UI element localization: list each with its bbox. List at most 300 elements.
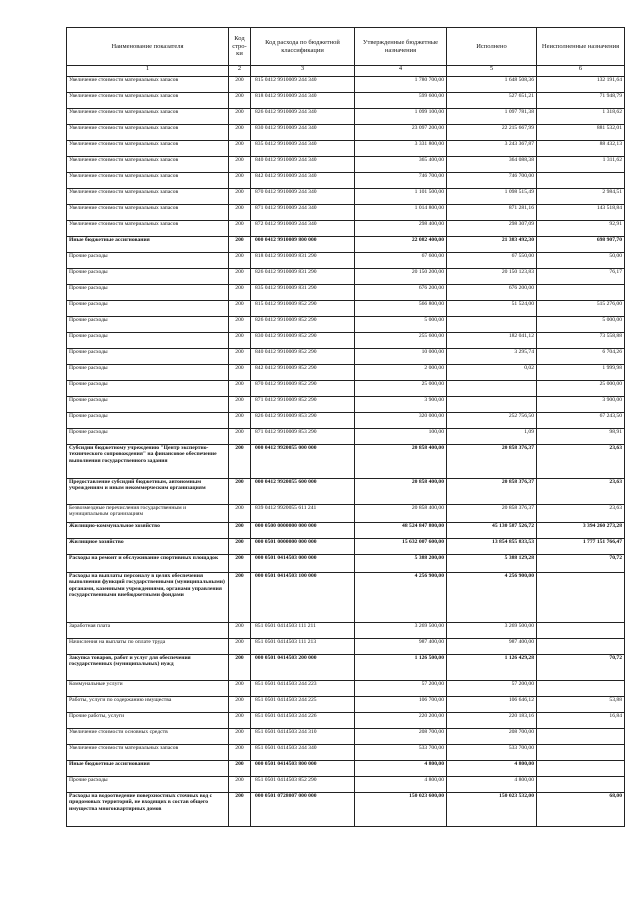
- line-code: 200: [229, 555, 251, 573]
- table-row: [67, 365, 625, 381]
- table-row: [67, 445, 625, 479]
- budget-code: 000 0412 9910009 800 000: [251, 237, 355, 253]
- col-number: 4: [355, 66, 447, 77]
- unexecuted-amount: [537, 623, 625, 639]
- budget-code: 839 0412 9920055 611 241: [251, 505, 355, 523]
- executed-amount: [447, 317, 537, 333]
- indicator-name: Увеличение стоимости основных средств: [67, 729, 229, 745]
- unexecuted-amount: 881 532,01: [537, 125, 625, 141]
- budget-code: 840 0412 9910009 852 290: [251, 349, 355, 365]
- indicator-name: Увеличение стоимости материальных запасов: [67, 221, 229, 237]
- approved-amount: 15 632 007 600,00: [355, 539, 447, 555]
- executed-amount: 57 200,00: [447, 681, 537, 697]
- indicator-name: Прочие расходы: [67, 333, 229, 349]
- indicator-name: Увеличение стоимости материальных запасов: [67, 141, 229, 157]
- unexecuted-amount: 1 311,62: [537, 157, 625, 173]
- col-header-executed: Исполнено: [447, 28, 537, 66]
- unexecuted-amount: 98,91: [537, 429, 625, 445]
- approved-amount: 533 700,00: [355, 745, 447, 761]
- budget-code: 826 0412 9910009 831 290: [251, 269, 355, 285]
- executed-amount: 533 700,00: [447, 745, 537, 761]
- approved-amount: 1 780 700,00: [355, 77, 447, 93]
- indicator-name: Жилищно-коммунальное хозяйство: [67, 523, 229, 539]
- approved-amount: 150 023 600,00: [355, 793, 447, 827]
- approved-amount: 255 600,00: [355, 333, 447, 349]
- col-number: 3: [251, 66, 355, 77]
- approved-amount: 2 000,00: [355, 365, 447, 381]
- unexecuted-amount: [537, 729, 625, 745]
- unexecuted-amount: 16,84: [537, 713, 625, 729]
- budget-code: 815 0412 9910009 852 290: [251, 301, 355, 317]
- approved-amount: 5 000,00: [355, 317, 447, 333]
- executed-amount: 20 858 376,37: [447, 479, 537, 505]
- line-code: 200: [229, 237, 251, 253]
- indicator-name: Прочие расходы: [67, 381, 229, 397]
- budget-code: 000 0412 9920055 600 000: [251, 479, 355, 505]
- line-code: 200: [229, 713, 251, 729]
- col-number: 5: [447, 66, 537, 77]
- unexecuted-amount: [537, 639, 625, 655]
- unexecuted-amount: 68,00: [537, 793, 625, 827]
- unexecuted-amount: 1 777 151 766,47: [537, 539, 625, 555]
- unexecuted-amount: [537, 777, 625, 793]
- line-code: 200: [229, 77, 251, 93]
- budget-code: 000 0501 0728007 000 000: [251, 793, 355, 827]
- executed-amount: 21 383 492,30: [447, 237, 537, 253]
- unexecuted-amount: 92,91: [537, 221, 625, 237]
- line-code: 200: [229, 523, 251, 539]
- table-row: [67, 745, 625, 761]
- budget-code: 000 0412 9920055 000 000: [251, 445, 355, 479]
- table-body: [67, 77, 625, 827]
- budget-execution-sheet: [66, 27, 624, 827]
- approved-amount: 20 858 400,00: [355, 445, 447, 479]
- line-code: 200: [229, 639, 251, 655]
- budget-code: 851 0501 0414503 244 310: [251, 729, 355, 745]
- unexecuted-amount: 1 318,62: [537, 109, 625, 125]
- approved-amount: 320 000,00: [355, 413, 447, 429]
- approved-amount: 746 700,00: [355, 173, 447, 189]
- executed-amount: 1 648 508,36: [447, 77, 537, 93]
- indicator-name: Прочие расходы: [67, 365, 229, 381]
- table-row: [67, 479, 625, 505]
- line-code: 200: [229, 539, 251, 555]
- indicator-name: Увеличение стоимости материальных запасов: [67, 125, 229, 141]
- executed-amount: 4 256 900,00: [447, 573, 537, 623]
- table-row: [67, 141, 625, 157]
- budget-code: 851 0501 0414503 244 225: [251, 697, 355, 713]
- executed-amount: 871 281,16: [447, 205, 537, 221]
- unexecuted-amount: 6 704,26: [537, 349, 625, 365]
- header-row: [67, 28, 625, 66]
- line-code: 200: [229, 729, 251, 745]
- budget-code: 871 0412 9910009 852 290: [251, 397, 355, 413]
- table-row: [67, 655, 625, 681]
- budget-code: 815 0412 9910009 244 340: [251, 77, 355, 93]
- line-code: 200: [229, 697, 251, 713]
- indicator-name: Расходы на выплаты персоналу в целях обеспечения выполнения функций государственными (муниципальными) органами, казенными учреждениями, органами управления государственными внебюджетными фондами: [67, 573, 229, 623]
- unexecuted-amount: [537, 761, 625, 777]
- table-row: [67, 221, 625, 237]
- indicator-name: Расходы на ремонт и обслуживание спортивных площадок: [67, 555, 229, 573]
- approved-amount: 20 858 400,00: [355, 479, 447, 505]
- budget-code: 851 0501 0414503 852 290: [251, 777, 355, 793]
- col-header-line-code: Код стро-ки: [229, 28, 251, 66]
- executed-amount: 3 295,74: [447, 349, 537, 365]
- line-code: 200: [229, 157, 251, 173]
- unexecuted-amount: 698 907,70: [537, 237, 625, 253]
- line-code: 200: [229, 381, 251, 397]
- executed-amount: 182 041,12: [447, 333, 537, 349]
- unexecuted-amount: [537, 573, 625, 623]
- executed-amount: 1,09: [447, 429, 537, 445]
- approved-amount: 23 097 200,00: [355, 125, 447, 141]
- table-row: [67, 189, 625, 205]
- table-row: [67, 639, 625, 655]
- approved-amount: 106 700,00: [355, 697, 447, 713]
- budget-code: 835 0412 9910009 831 290: [251, 285, 355, 301]
- table-row: [67, 109, 625, 125]
- budget-code: 000 0501 0000000 000 000: [251, 539, 355, 555]
- approved-amount: 1 101 500,00: [355, 189, 447, 205]
- executed-amount: 527 651,21: [447, 93, 537, 109]
- budget-code: 871 0412 9910009 853 290: [251, 429, 355, 445]
- unexecuted-amount: [537, 173, 625, 189]
- unexecuted-amount: 23,63: [537, 479, 625, 505]
- indicator-name: Иные бюджетные ассигнования: [67, 761, 229, 777]
- budget-code: 851 0501 0414503 111 213: [251, 639, 355, 655]
- unexecuted-amount: 70,72: [537, 655, 625, 681]
- executed-amount: 4 800,00: [447, 761, 537, 777]
- budget-code: 818 0412 9910009 831 290: [251, 253, 355, 269]
- table-row: [67, 539, 625, 555]
- indicator-name: Прочие расходы: [67, 285, 229, 301]
- table-row: [67, 253, 625, 269]
- table-row: [67, 697, 625, 713]
- table-row: [67, 413, 625, 429]
- expenditure-table: [66, 27, 625, 827]
- indicator-name: Увеличение стоимости материальных запасов: [67, 93, 229, 109]
- table-row: [67, 681, 625, 697]
- budget-code: 826 0412 9910009 853 290: [251, 413, 355, 429]
- table-row: [67, 285, 625, 301]
- line-code: 200: [229, 505, 251, 523]
- unexecuted-amount: [537, 745, 625, 761]
- approved-amount: 10 000,00: [355, 349, 447, 365]
- table-row: [67, 205, 625, 221]
- indicator-name: Закупка товаров, работ и услуг для обеспечения государственных (муниципальных) нужд: [67, 655, 229, 681]
- table-row: [67, 729, 625, 745]
- approved-amount: 1 014 800,00: [355, 205, 447, 221]
- budget-code: 870 0412 9910009 852 290: [251, 381, 355, 397]
- unexecuted-amount: 67 243,50: [537, 413, 625, 429]
- executed-amount: 364 088,38: [447, 157, 537, 173]
- line-code: 200: [229, 365, 251, 381]
- unexecuted-amount: 132 191,64: [537, 77, 625, 93]
- col-header-indicator: Наименование показателя: [67, 28, 229, 66]
- table-row: [67, 429, 625, 445]
- unexecuted-amount: 25 000,00: [537, 381, 625, 397]
- line-code: 200: [229, 777, 251, 793]
- approved-amount: 566 800,00: [355, 301, 447, 317]
- budget-code: 826 0412 9910009 852 290: [251, 317, 355, 333]
- indicator-name: Жилищное хозяйство: [67, 539, 229, 555]
- budget-code: 840 0412 9910009 244 340: [251, 157, 355, 173]
- unexecuted-amount: 53,88: [537, 697, 625, 713]
- approved-amount: 22 082 400,00: [355, 237, 447, 253]
- indicator-name: Прочие расходы: [67, 777, 229, 793]
- unexecuted-amount: 143 518,84: [537, 205, 625, 221]
- line-code: 200: [229, 623, 251, 639]
- executed-amount: 0,02: [447, 365, 537, 381]
- budget-code: 851 0501 0414503 244 226: [251, 713, 355, 729]
- table-row: [67, 573, 625, 623]
- unexecuted-amount: 3 900,00: [537, 397, 625, 413]
- executed-amount: 208 700,00: [447, 729, 537, 745]
- approved-amount: 20 150 200,00: [355, 269, 447, 285]
- line-code: 200: [229, 333, 251, 349]
- unexecuted-amount: 2 984,51: [537, 189, 625, 205]
- approved-amount: 298 400,00: [355, 221, 447, 237]
- table-row: [67, 93, 625, 109]
- line-code: 200: [229, 141, 251, 157]
- executed-amount: 20 858 376,37: [447, 445, 537, 479]
- executed-amount: 220 183,16: [447, 713, 537, 729]
- line-code: 200: [229, 793, 251, 827]
- table-row: [67, 381, 625, 397]
- indicator-name: Прочие расходы: [67, 397, 229, 413]
- indicator-name: Прочие работы, услуги: [67, 713, 229, 729]
- table-row: [67, 623, 625, 639]
- executed-amount: 5 388 129,28: [447, 555, 537, 573]
- table-row: [67, 793, 625, 827]
- table-row: [67, 157, 625, 173]
- indicator-name: Коммунальные услуги: [67, 681, 229, 697]
- line-code: 200: [229, 429, 251, 445]
- indicator-name: Увеличение стоимости материальных запасов: [67, 173, 229, 189]
- table-row: [67, 173, 625, 189]
- table-row: [67, 333, 625, 349]
- line-code: 200: [229, 761, 251, 777]
- executed-amount: 252 756,50: [447, 413, 537, 429]
- executed-amount: 987 400,00: [447, 639, 537, 655]
- executed-amount: 298 307,09: [447, 221, 537, 237]
- table-row: [67, 713, 625, 729]
- budget-code: 000 0501 0414503 800 000: [251, 761, 355, 777]
- approved-amount: 676 200,00: [355, 285, 447, 301]
- line-code: 200: [229, 93, 251, 109]
- approved-amount: 4 800,00: [355, 761, 447, 777]
- approved-amount: 100,00: [355, 429, 447, 445]
- executed-amount: [447, 397, 537, 413]
- approved-amount: 67 600,00: [355, 253, 447, 269]
- executed-amount: 3 243 367,87: [447, 141, 537, 157]
- budget-code: 830 0412 9910009 852 290: [251, 333, 355, 349]
- indicator-name: Прочие расходы: [67, 429, 229, 445]
- approved-amount: 5 388 200,00: [355, 555, 447, 573]
- indicator-name: Увеличение стоимости материальных запасов: [67, 77, 229, 93]
- budget-code: 818 0412 9910009 244 340: [251, 93, 355, 109]
- executed-amount: 13 854 855 833,53: [447, 539, 537, 555]
- indicator-name: Иные бюджетные ассигнования: [67, 237, 229, 253]
- budget-code: 842 0412 9910009 244 340: [251, 173, 355, 189]
- budget-code: 871 0412 9910009 244 340: [251, 205, 355, 221]
- executed-amount: 22 215 667,99: [447, 125, 537, 141]
- indicator-name: Субсидии бюджетному учреждению "Центр экспертно-технического сопровождения" на финансовое обеспечение выполнения государственного задания: [67, 445, 229, 479]
- table-row: [67, 301, 625, 317]
- table-row: [67, 505, 625, 523]
- budget-code: 870 0412 9910009 244 340: [251, 189, 355, 205]
- line-code: 200: [229, 655, 251, 681]
- approved-amount: 3 331 800,00: [355, 141, 447, 157]
- budget-code: 000 0501 0414503 100 000: [251, 573, 355, 623]
- indicator-name: Увеличение стоимости материальных запасов: [67, 109, 229, 125]
- table-row: [67, 349, 625, 365]
- indicator-name: Прочие расходы: [67, 301, 229, 317]
- budget-code: 826 0412 9910009 244 340: [251, 109, 355, 125]
- budget-code: 835 0412 9910009 244 340: [251, 141, 355, 157]
- budget-code: 000 0501 0414503 200 000: [251, 655, 355, 681]
- budget-code: 000 0501 0414503 000 000: [251, 555, 355, 573]
- approved-amount: 1 099 100,00: [355, 109, 447, 125]
- executed-amount: 3 269 500,00: [447, 623, 537, 639]
- executed-amount: 150 023 532,00: [447, 793, 537, 827]
- col-header-unexecuted: Неисполненные назначения: [537, 28, 625, 66]
- table-row: [67, 317, 625, 333]
- unexecuted-amount: 88 432,13: [537, 141, 625, 157]
- unexecuted-amount: 515 276,00: [537, 301, 625, 317]
- line-code: 200: [229, 573, 251, 623]
- unexecuted-amount: 23,63: [537, 505, 625, 523]
- unexecuted-amount: 50,00: [537, 253, 625, 269]
- unexecuted-amount: [537, 681, 625, 697]
- unexecuted-amount: 23,63: [537, 445, 625, 479]
- line-code: 200: [229, 173, 251, 189]
- line-code: 200: [229, 125, 251, 141]
- approved-amount: 57 200,00: [355, 681, 447, 697]
- unexecuted-amount: 71 948,79: [537, 93, 625, 109]
- approved-amount: 4 256 900,00: [355, 573, 447, 623]
- table-row: [67, 555, 625, 573]
- executed-amount: 676 200,00: [447, 285, 537, 301]
- line-code: 200: [229, 269, 251, 285]
- line-code: 200: [229, 413, 251, 429]
- line-code: 200: [229, 253, 251, 269]
- executed-amount: 746 700,00: [447, 173, 537, 189]
- line-code: 200: [229, 397, 251, 413]
- approved-amount: 20 858 400,00: [355, 505, 447, 523]
- budget-code: 842 0412 9910009 852 290: [251, 365, 355, 381]
- line-code: 200: [229, 349, 251, 365]
- unexecuted-amount: 3 394 260 273,28: [537, 523, 625, 539]
- budget-code: 851 0501 0414503 244 340: [251, 745, 355, 761]
- approved-amount: 987 400,00: [355, 639, 447, 655]
- indicator-name: Расходы на водоотведение поверхностных сточных вод с придомовых территорий, не входящих в состав общего имущества многоквартирных домов: [67, 793, 229, 827]
- line-code: 200: [229, 285, 251, 301]
- line-code: 200: [229, 445, 251, 479]
- indicator-name: Безвозмездные перечисления государственным и муниципальным организациям: [67, 505, 229, 523]
- col-header-approved: Утвержденные бюджетные назначения: [355, 28, 447, 66]
- approved-amount: 1 126 500,00: [355, 655, 447, 681]
- line-code: 200: [229, 109, 251, 125]
- unexecuted-amount: 73 558,88: [537, 333, 625, 349]
- indicator-name: Увеличение стоимости материальных запасов: [67, 205, 229, 221]
- budget-code: 851 0501 0414503 111 211: [251, 623, 355, 639]
- table-row: [67, 761, 625, 777]
- table-row: [67, 523, 625, 539]
- line-code: 200: [229, 301, 251, 317]
- indicator-name: Заработная плата: [67, 623, 229, 639]
- budget-code: 000 0500 0000000 000 000: [251, 523, 355, 539]
- indicator-name: Работы, услуги по содержанию имущества: [67, 697, 229, 713]
- line-code: 200: [229, 205, 251, 221]
- line-code: 200: [229, 189, 251, 205]
- col-header-budget-code: Код расхода по бюджетной классификации: [251, 28, 355, 66]
- approved-amount: 4 800,00: [355, 777, 447, 793]
- col-number: 1: [67, 66, 229, 77]
- table-row: [67, 397, 625, 413]
- executed-amount: 20 150 123,83: [447, 269, 537, 285]
- col-number: 2: [229, 66, 251, 77]
- line-code: 200: [229, 479, 251, 505]
- approved-amount: 365 400,00: [355, 157, 447, 173]
- col-number: 6: [537, 66, 625, 77]
- executed-amount: 1 097 781,38: [447, 109, 537, 125]
- budget-code: 872 0412 9910009 244 340: [251, 221, 355, 237]
- executed-amount: 106 646,12: [447, 697, 537, 713]
- executed-amount: 1 126 429,28: [447, 655, 537, 681]
- table-row: [67, 77, 625, 93]
- indicator-name: Прочие расходы: [67, 413, 229, 429]
- indicator-name: Увеличение стоимости материальных запасов: [67, 745, 229, 761]
- indicator-name: Прочие расходы: [67, 349, 229, 365]
- executed-amount: 1 098 515,49: [447, 189, 537, 205]
- line-code: 200: [229, 681, 251, 697]
- table-row: [67, 237, 625, 253]
- indicator-name: Увеличение стоимости материальных запасов: [67, 157, 229, 173]
- column-number-row: [67, 66, 625, 77]
- approved-amount: 3 900,00: [355, 397, 447, 413]
- executed-amount: [447, 381, 537, 397]
- unexecuted-amount: 1 999,98: [537, 365, 625, 381]
- table-row: [67, 777, 625, 793]
- executed-amount: 45 130 587 526,72: [447, 523, 537, 539]
- unexecuted-amount: 70,72: [537, 555, 625, 573]
- unexecuted-amount: 76,17: [537, 269, 625, 285]
- executed-amount: 4 800,00: [447, 777, 537, 793]
- unexecuted-amount: 5 000,00: [537, 317, 625, 333]
- line-code: 200: [229, 317, 251, 333]
- indicator-name: Начисления на выплаты по оплате труда: [67, 639, 229, 655]
- unexecuted-amount: [537, 285, 625, 301]
- budget-code: 830 0412 9910009 244 340: [251, 125, 355, 141]
- approved-amount: 599 600,00: [355, 93, 447, 109]
- approved-amount: 208 700,00: [355, 729, 447, 745]
- indicator-name: Предоставление субсидий бюджетным, автономным учреждениям и иным некоммерческим организациям: [67, 479, 229, 505]
- approved-amount: 3 269 500,00: [355, 623, 447, 639]
- executed-amount: 67 550,00: [447, 253, 537, 269]
- line-code: 200: [229, 745, 251, 761]
- table-row: [67, 125, 625, 141]
- indicator-name: Прочие расходы: [67, 269, 229, 285]
- budget-code: 851 0501 0414503 244 223: [251, 681, 355, 697]
- approved-amount: 25 000,00: [355, 381, 447, 397]
- indicator-name: Прочие расходы: [67, 317, 229, 333]
- indicator-name: Прочие расходы: [67, 253, 229, 269]
- indicator-name: Увеличение стоимости материальных запасов: [67, 189, 229, 205]
- executed-amount: 20 858 376,37: [447, 505, 537, 523]
- approved-amount: 220 200,00: [355, 713, 447, 729]
